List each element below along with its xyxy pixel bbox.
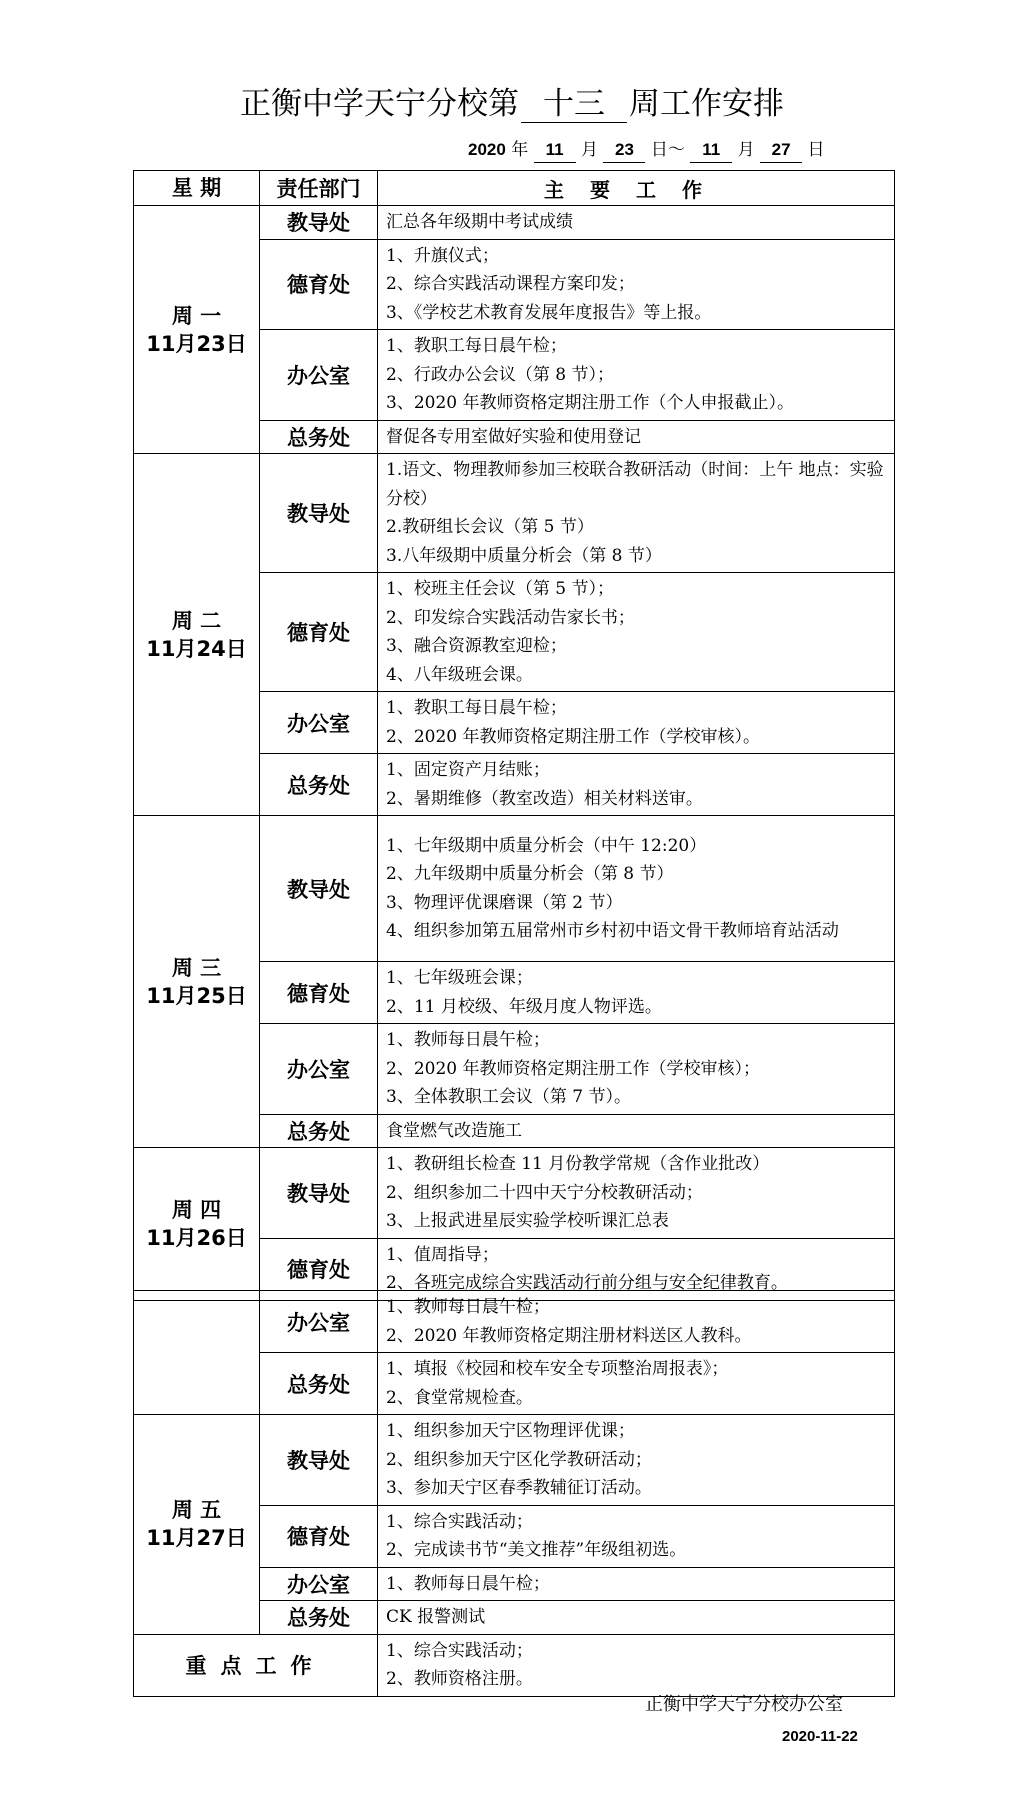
table-row [134,1148,895,1239]
work-item: 2、行政办公会议（第 8 节）； [386,364,614,385]
department-cell: 总务处 [260,1114,378,1148]
day-cell [134,1148,260,1301]
table-row [134,1291,895,1353]
department-cell: 教导处 [260,454,378,573]
work-item: 2.教研组长会议（第 5 节） [386,517,594,537]
work-item: CK 报警测试 [386,1607,486,1627]
day-cell [134,1415,260,1635]
department-cell: 办公室 [260,1291,378,1353]
work-item: 1、固定资产月结账； [386,760,550,780]
footer-date: 2020-11-22 [782,1728,858,1745]
work-item: 2、九年级期中质量分析会（第 8 节） [386,864,674,884]
day-date: 11月25日 [146,983,247,1008]
work-cell [378,454,895,573]
department-cell: 总务处 [260,1601,378,1635]
work-cell [378,1567,895,1601]
date-start-day: 23 [603,138,645,163]
work-item: 2、食堂常规检查。 [386,1387,533,1408]
table-row [134,1415,895,1506]
department-cell: 总务处 [260,1353,378,1415]
work-item: 3、2020 年教师资格定期注册工作（个人申报截止）。 [386,393,794,413]
work-item: 4、组织参加第五届常州市乡村初中语文骨干教师培育站活动 [386,921,839,941]
work-item: 3、《学校艺术教育发展年度报告》等上报。 [386,302,712,323]
department-cell: 办公室 [260,330,378,421]
title-prefix: 正衡中学天宁分校第 [240,86,519,122]
header-dept: 责任部门 [260,171,378,206]
day-cell [134,816,260,1148]
work-item: 1、教职工每日晨午检； [386,698,567,718]
work-item: 1.语文、物理教师参加三校联合教研活动（时间：上午 地点：实验分校） [386,460,884,509]
work-cell [378,1114,895,1148]
date-end-month: 11 [690,138,732,163]
department-cell: 办公室 [260,692,378,754]
day-cell [134,206,260,454]
work-cell [378,1291,895,1353]
work-cell [378,754,895,816]
work-item: 1、教职工每日晨午检； [386,336,567,356]
department-cell: 德育处 [260,1505,378,1567]
department-cell: 总务处 [260,754,378,816]
date-end-day-label: 日 [807,140,825,160]
department-cell: 教导处 [260,206,378,240]
date-end-day: 27 [760,138,802,163]
work-item: 2、2020 年教师资格定期注册工作（学校审核）； [386,1058,760,1079]
work-item: 4、八年级班会课。 [386,664,533,685]
work-item: 2、2020 年教师资格定期注册材料送区人教科。 [386,1325,752,1346]
work-cell [378,962,895,1024]
work-cell [378,239,895,330]
day-name: 周 四 [171,1197,222,1222]
work-item: 2、暑期维修（教室改造）相关材料送审。 [386,788,703,809]
date-year-label: 年 [511,140,529,160]
work-item: 1、七年级班会课； [386,968,533,988]
day-date: 11月24日 [146,636,247,661]
work-item: 2、11 月校级、年级月度人物评选。 [386,996,662,1017]
work-item: 3.八年级期中质量分析会（第 8 节） [386,545,662,566]
footer-organization: 正衡中学天宁分校办公室 [645,1694,843,1715]
work-item: 1、教师每日晨午检； [386,1297,550,1317]
table-header-row [134,171,895,206]
work-cell [378,816,895,962]
work-cell [378,1353,895,1415]
date-end-month-label: 月 [737,140,755,160]
work-item: 2、印发综合实践活动告家长书； [386,607,635,628]
work-item: 3、全体教职工会议（第 7 节）。 [386,1087,631,1107]
table-row [134,454,895,573]
page-title [0,84,1024,124]
work-cell [378,1601,895,1635]
department-cell: 办公室 [260,1567,378,1601]
work-item: 1、综合实践活动； [386,1511,533,1532]
department-cell: 教导处 [260,816,378,962]
work-item: 3、上报武进星辰实验学校听课汇总表 [386,1211,669,1231]
date-month-label: 月 [581,140,599,160]
work-item: 2、综合实践活动课程方案印发； [386,274,635,294]
department-cell: 德育处 [260,573,378,692]
day-date: 11月23日 [146,331,247,356]
work-item: 1、七年级期中质量分析会（中午 12:20） [386,835,707,856]
work-cell [378,330,895,421]
date-day-label: 日～ [650,140,685,160]
department-cell: 德育处 [260,239,378,330]
work-item: 3、参加天宁区春季教辅征订活动。 [386,1478,652,1498]
work-item: 督促各专用室做好实验和使用登记 [386,426,641,447]
work-item: 1、升旗仪式； [386,245,499,266]
header-work: 主要工作 [378,171,895,206]
department-cell: 德育处 [260,1238,378,1300]
focus-row [134,1634,895,1696]
work-item: 2、完成读书节“美文推荐”年级组初选。 [386,1540,687,1560]
date-start-month: 11 [534,138,576,163]
department-cell: 德育处 [260,962,378,1024]
work-item: 2、各班完成综合实践活动行前分组与安全纪律教育。 [386,1273,788,1293]
work-item: 1、综合实践活动； [386,1640,533,1661]
day-name: 周 一 [171,303,222,328]
department-cell: 办公室 [260,1024,378,1115]
work-item: 1、教研组长检查 11 月份教学常规（含作业批改） [386,1154,770,1174]
day-name: 周 二 [171,608,222,633]
schedule-table-2 [133,1290,895,1697]
work-cell [378,1415,895,1506]
focus-work-cell [378,1634,895,1696]
date-range [468,138,824,163]
work-item: 2、2020 年教师资格定期注册工作（学校审核）。 [386,726,760,747]
work-item: 3、物理评优课磨课（第 2 节） [386,892,623,913]
department-cell: 总务处 [260,420,378,454]
day-cell [134,454,260,816]
work-cell [378,1024,895,1115]
day-cell-continued [134,1291,260,1415]
table-row [134,816,895,962]
day-name: 周 五 [171,1498,222,1523]
work-item: 1、校班主任会议（第 5 节）； [386,579,614,599]
table-row [134,206,895,240]
work-cell [378,420,895,454]
work-cell [378,1148,895,1239]
day-date: 11月26日 [146,1225,247,1250]
work-item: 2、教师资格注册。 [386,1669,533,1689]
work-item: 2、组织参加天宁区化学教研活动； [386,1449,652,1470]
header-day: 星 期 [134,171,260,206]
department-cell: 教导处 [260,1415,378,1506]
title-week-number: 十三 [521,86,627,123]
work-item: 1、教师每日晨午检； [386,1573,550,1594]
day-name: 周 三 [171,955,222,980]
date-year: 2020 [468,140,506,159]
work-item: 2、组织参加二十四中天宁分校教研活动； [386,1182,703,1203]
work-item: 1、填报《校园和校车安全专项整治周报表》； [386,1359,729,1379]
work-cell [378,206,895,240]
focus-label: 重点工作 [134,1634,378,1696]
work-item: 食堂燃气改造施工 [386,1120,522,1141]
work-item: 1、教师每日晨午检； [386,1030,550,1050]
title-suffix: 周工作安排 [629,86,784,122]
day-date: 11月27日 [146,1526,247,1551]
schedule-table-1 [133,170,895,1301]
work-item: 汇总各年级期中考试成绩 [386,212,573,232]
work-item: 1、值周指导； [386,1244,499,1265]
department-cell: 教导处 [260,1148,378,1239]
work-cell [378,692,895,754]
work-cell [378,573,895,692]
work-item: 1、组织参加天宁区物理评优课； [386,1421,635,1441]
work-cell [378,1505,895,1567]
work-item: 3、融合资源教室迎检； [386,636,567,656]
